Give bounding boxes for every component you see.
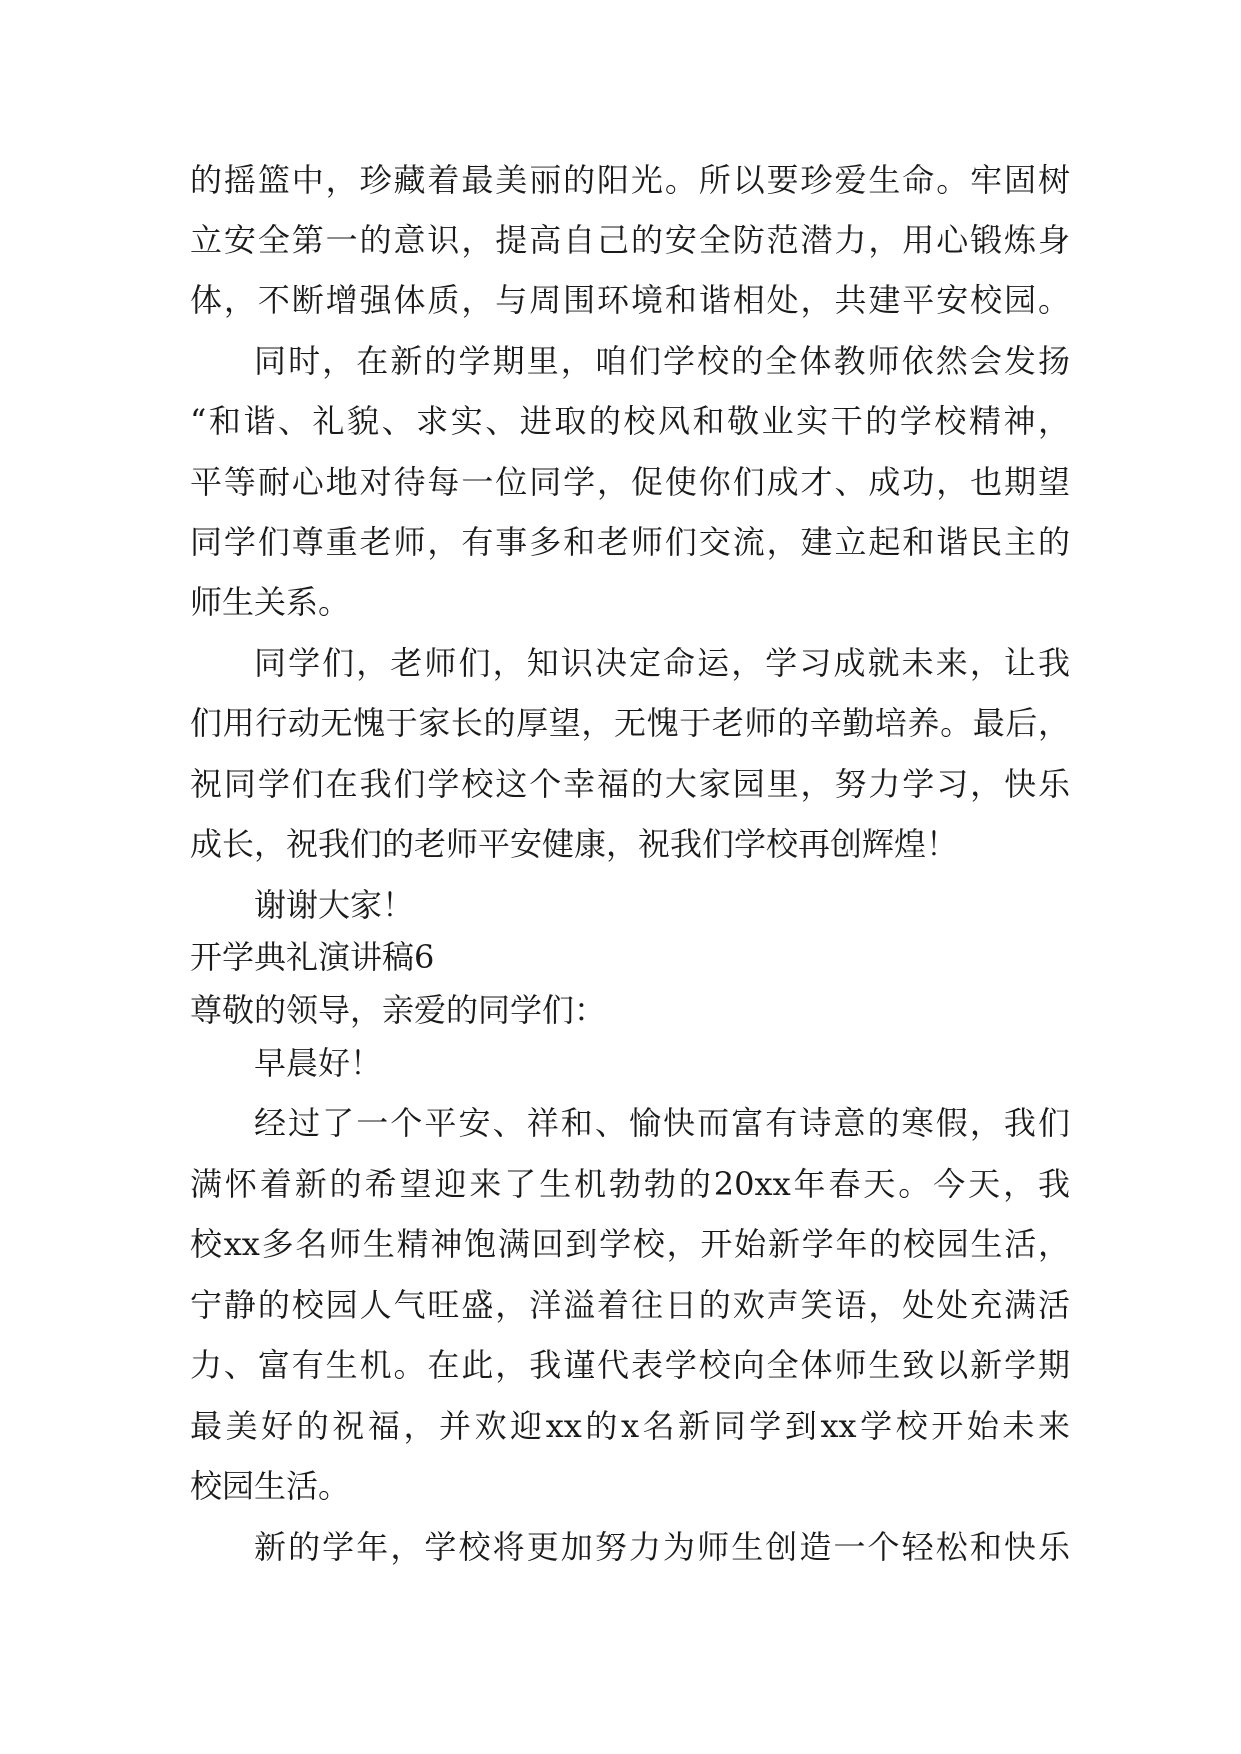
- text-line: 新的学年，学校将更加努力为师生创造一个轻松和快乐: [254, 1528, 1070, 1566]
- text-line: “和谐、礼貌、求实、进取的校风和敬业实干的学校精神，: [190, 402, 1070, 440]
- text-line: 同学们，老师们，知识决定命运，学习成就未来，让我: [254, 644, 1070, 682]
- text-line: 宁静的校园人气旺盛，洋溢着往日的欢声笑语，处处充满活: [190, 1286, 1070, 1324]
- text-line: 最美好的祝福，并欢迎xx的x名新同学到xx学校开始未来: [190, 1407, 1070, 1445]
- text-line: 校xx多名师生精神饱满回到学校，开始新学年的校园生活，: [190, 1225, 1070, 1263]
- text-line: 立安全第一的意识，提高自己的安全防范潜力，用心锻炼身: [190, 221, 1070, 259]
- text-line: 同时，在新的学期里，咱们学校的全体教师依然会发扬: [254, 342, 1070, 380]
- text-line: 满怀着新的希望迎来了生机勃勃的20xx年春天。今天，我: [190, 1165, 1070, 1203]
- section-heading: 开学典礼演讲稿6: [190, 938, 435, 976]
- text-line: 同学们尊重老师，有事多和老师们交流，建立起和谐民主的: [190, 523, 1070, 561]
- text-line: 平等耐心地对待每一位同学，促使你们成才、成功，也期望: [190, 463, 1070, 501]
- text-line: 成长，祝我们的老师平安健康，祝我们学校再创辉煌！: [190, 825, 959, 863]
- text-line: 祝同学们在我们学校这个幸福的大家园里，努力学习，快乐: [190, 765, 1070, 803]
- text-line: 经过了一个平安、祥和、愉快而富有诗意的寒假，我们: [254, 1104, 1070, 1142]
- text-line: 校园生活。: [190, 1467, 351, 1505]
- salutation: 尊敬的领导，亲爱的同学们：: [190, 991, 607, 1029]
- text-line: 的摇篮中，珍藏着最美丽的阳光。所以要珍爱生命。牢固树: [190, 161, 1070, 199]
- text-line: 谢谢大家！: [254, 886, 415, 924]
- greeting: 早晨好！: [254, 1044, 383, 1082]
- text-line: 力、富有生机。在此，我谨代表学校向全体师生致以新学期: [190, 1346, 1070, 1384]
- text-line: 们用行动无愧于家长的厚望，无愧于老师的辛勤培养。最后，: [190, 704, 1070, 742]
- text-line: 师生关系。: [190, 583, 351, 621]
- text-line: 体，不断增强体质，与周围环境和谐相处，共建平安校园。: [190, 281, 1070, 319]
